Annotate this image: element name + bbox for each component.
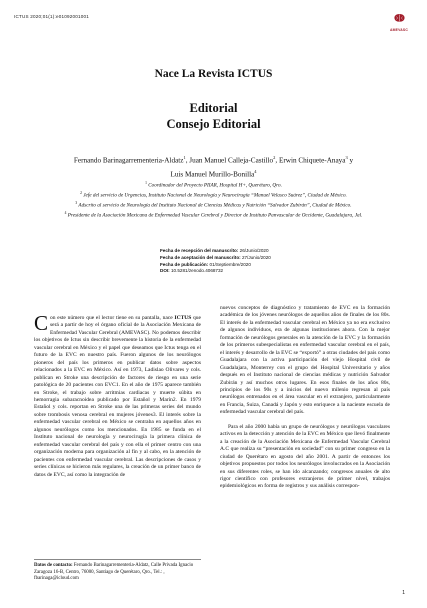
journal-citation: ICTUS 2020;01(1):e01092001001 <box>14 14 90 19</box>
page-header <box>14 10 415 40</box>
author-line-1 <box>30 152 397 166</box>
page-number: 1 <box>402 590 405 596</box>
body-paragraph: nuevos conceptos de diagnóstico y tratamiento de EVC en la formación académica de los jóvenes neurólogos de aquellos años de finales de los 80s. El interés de la enfermedad vascular cerebral en México ya no era exclusivo de algunos individuos, era de algunas instituciones ahora. Con la mejor formación de neurólogos generales en la atención de la EVC y la formación de los primeros subespecialistas en enfermedad vascular cerebral en el país, el interés y desarrollo de la EVC se “exportó” a otras ciudades del país como Guadalajara con la activa participación del viejo Hospital civil de Guadalajara, Monterrey con el grupo del Hospital Universitario y años después en el Instituto nacional de ciencias médicas y nutrición Salvador Zubirán y así muchos otros lugares. En esos finales de los años 80s, principios de los 90s y a inicios del nuevo milenio regresan al país neurólogos entrenados en el área vascular en el extranjero, particularmente en Francia, Suiza, Canadá y Japón y esto enriquece a la naciente escuela de enfermedad vascular cerebral del país. <box>220 305 390 416</box>
author-name: , Erwin Chiquete-Anaya <box>275 156 346 165</box>
affiliation-text: Coordinador del Proyecto PIIAR, Hospital H+, Querétaro, Qro. <box>146 182 282 189</box>
affiliation-text: Jefe del servicio de Urgencias, Instituto Nacional de Neurología y Neurocirugía “Manuel Velasco Suárez”, Ciudad de México. <box>81 192 347 199</box>
body-paragraph <box>34 311 201 479</box>
drop-cap: C <box>34 311 49 335</box>
journal-name-emphasis: ICTUS <box>174 315 192 321</box>
author-list <box>30 152 397 181</box>
accepted-value: 27/Junio/2020 <box>240 254 271 260</box>
accepted-date <box>160 255 271 262</box>
manuscript-dates <box>160 248 271 275</box>
contact-info <box>34 559 201 583</box>
published-value: 01/Septiembre/2020 <box>208 261 251 267</box>
author-name: Luis Manuel Murillo-Bonilla <box>170 170 255 179</box>
body-column-left <box>34 311 201 479</box>
brain-logo-icon <box>393 13 406 23</box>
author-affiliation-mark: 4 <box>254 169 257 175</box>
author-affiliation-mark: 3 <box>345 155 348 160</box>
published-date <box>160 262 271 269</box>
paragraph-text: on este número que el lector tiene en su pantalla, nace <box>50 315 175 321</box>
section-heading <box>0 100 427 132</box>
affiliation-item <box>40 210 387 220</box>
doi-line <box>160 268 271 275</box>
logo-text: AMEVASC <box>389 28 409 32</box>
journal-title: Nace La Revista ICTUS <box>154 68 273 80</box>
paragraph-gap <box>220 417 390 424</box>
affiliation-number: 1 <box>145 181 147 185</box>
body-column-right <box>220 305 390 491</box>
contact-text: Fernando Barinagarrementeria-Aldatz, Calle Privada Ignacio Zaragoza 16-B, Centro, 76000, Santiago de Querétaro, Qro., Tel.: , fbarinaga@icloud.com <box>34 563 194 582</box>
received-value: 26/Junio/2020 <box>238 248 269 253</box>
accepted-label: Fecha de aceptación del manuscrito: <box>160 254 241 260</box>
affiliation-number: 3 <box>75 201 78 206</box>
received-label: Fecha de recepción del manuscrito: <box>160 248 239 253</box>
amevasc-logo <box>385 10 413 32</box>
affiliation-item <box>40 200 387 210</box>
doi-link[interactable]: 10.5281/zenodo.4068732 <box>169 268 224 274</box>
author-affiliation-mark: 2 <box>273 155 276 160</box>
affiliation-item <box>40 180 387 190</box>
published-label: Fecha de publicación: <box>160 261 209 267</box>
received-date <box>160 248 271 255</box>
affiliation-item <box>40 190 387 200</box>
affiliation-number: 2 <box>80 191 82 196</box>
affiliation-list <box>40 180 387 221</box>
author-affiliation-mark: 1 <box>183 155 186 160</box>
author-name: Fernando Barinagarrementeria-Aldatz <box>73 156 184 165</box>
author-name: , Juan Manuel Calleja-Castillo <box>185 156 274 165</box>
section-subtitle: Consejo Editorial <box>166 117 261 131</box>
doi-label: DOI: <box>160 268 170 274</box>
affiliation-text: Presidente de la Asociación Mexicana de Enfermedad Vascular Cerebral y Director de Instituto Panvascular de Occidente, Guadalajara, Jal. <box>66 213 363 220</box>
affiliation-text: Adscrito al servicio de Neurología del Instituto Nacional de Ciencias Médicas y Nutrición “Salvador Zubirán”, Ciudad de México. <box>77 203 352 210</box>
section-title: Editorial <box>189 101 238 115</box>
author-line-2 <box>30 166 397 180</box>
affiliation-number: 4 <box>64 211 67 216</box>
author-conjunction: y <box>347 156 354 165</box>
contact-label: Datos de contacto: <box>34 563 73 568</box>
paragraph-text: que será a partir de hoy el órgano oficial de la Asociación Mexicana de Enfermedad Vascular Cerebral (AMEVASC). No podemos describir los objetivos de Ictus sin describir brevemente la historia de la enfermedad vascular cerebral en México y el papel que deseamos que Ictus tenga en el futuro de la EVC en nuestro país. Fueron algunos de los neurólogos pioneros del país los primeros en publicar datos sobre aspectos relacionados a la EVC en México. Así en 1973, Ladislao Olivares y cols. publican en Stroke una descripción de factores de riesgo en una serie patológica de 20 pacientes con EVC1. En el año de 1975 aparece también en Stroke, el trabajo sobre arritmias cardiacas y muerte súbita en hemorragia subaracnoidea publicado por Estañol y Marín2. En 1979 Estañol y cols. reportan en Stroke una de las primeras series del mundo sobre trombosis venosa cerebral en mujeres jóvenes3. El interés sobre la enfermedad vascular cerebral en México se centraba en aquellos años en algunos neurólogos como los mencionados. En 1985 se funda en el Instituto nacional de neurología y neurocirugía la primera clínica de enfermedad vascular cerebral del país y con ella el primer centro con una organización moderna para organización al fin y al cabo, en la atención de pacientes con enfermedad vascular cerebral. Las descripciones de casos y series clínicas se hicieron más regulares, la creación de un primer banco de datos de EVC, así como la integración de <box>34 315 201 478</box>
body-paragraph: Para el año 2000 había un grupo de neurólogos y neurólogos vasculares activos en la detección y atención de la EVC en México que llevó finalmente a la creación de la Asociación Mexicana de Enfermedad Vascular Cerebral A.C que realiza su “presentación en sociedad” con su primer congreso en la ciudad de Querétaro en agosto del año 2001. A partir de entonces los objetivos propuestos por todos los neurólogos involucrados en la Asociación en sus diferentes roles, se han ido alcanzando; congresos anuales de alto rigor científico con profesores extranjeros de primer nivel, trabajos epidemiológicos en forma de registros y sus análisis correspon- <box>220 423 390 490</box>
